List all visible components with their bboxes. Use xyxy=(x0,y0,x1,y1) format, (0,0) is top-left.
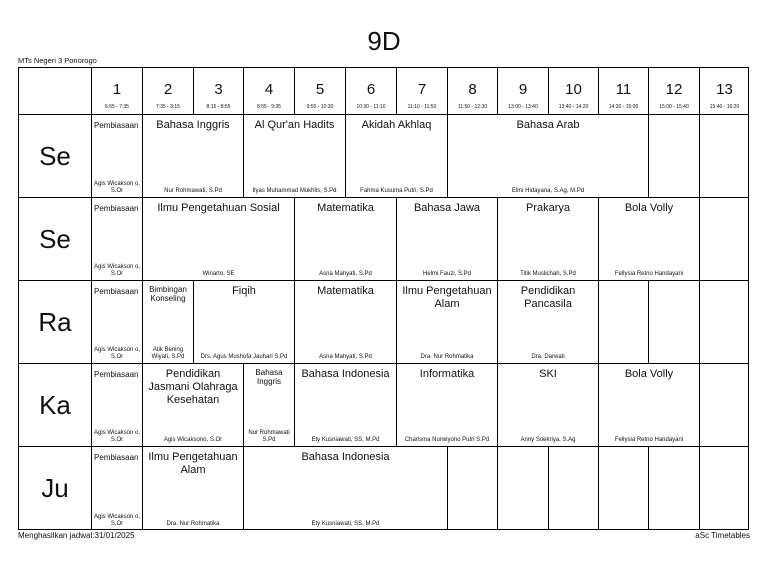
period-number: 7 xyxy=(417,81,427,98)
lesson-cell xyxy=(345,114,447,197)
lesson-cell xyxy=(243,363,294,446)
school-name: MTs Negeri 3 Ponorogo xyxy=(18,56,97,65)
lesson-subject: Bahasa Inggris xyxy=(156,119,230,131)
lesson-cell xyxy=(91,363,142,446)
lesson-cell xyxy=(142,446,243,530)
corner-cell xyxy=(18,67,91,114)
lesson-teacher: Dra. Nur Rohmatika xyxy=(166,521,220,527)
period-header xyxy=(699,67,749,114)
period-header xyxy=(497,67,548,114)
lesson-teacher: Winarto, SE xyxy=(202,271,235,277)
period-time: 15:00 - 15:40 xyxy=(659,104,689,110)
lesson-teacher: Elmi Hidayana, S.Ag, M.Pd xyxy=(511,188,585,194)
lesson-subject: Bahasa Arab xyxy=(516,119,580,131)
period-number: 13 xyxy=(716,81,733,98)
period-number: 12 xyxy=(665,81,683,98)
lesson-teacher: Asna Mahyati, S.Pd xyxy=(319,271,372,277)
empty-slot xyxy=(497,446,548,530)
lesson-subject: Bimbingan Konseling xyxy=(149,285,187,303)
lesson-cell xyxy=(497,363,598,446)
lesson-cell xyxy=(142,114,243,197)
lesson-teacher: Atik Bening Wiyati, S.Pd xyxy=(151,347,185,360)
period-number: 6 xyxy=(366,81,376,98)
lesson-teacher: Nur Rohmawati S.Pd xyxy=(248,430,290,443)
empty-slot xyxy=(447,446,497,530)
lesson-cell xyxy=(91,446,142,530)
period-number: 8 xyxy=(468,81,477,98)
period-time: 7:35 - 8:15 xyxy=(156,104,180,110)
period-number: 10 xyxy=(565,81,582,98)
lesson-teacher: Ilyas Muhammad Mukhlis, S.Pd xyxy=(252,188,337,194)
period-time: 8:15 - 8:55 xyxy=(206,104,231,110)
period-header xyxy=(142,67,193,114)
lesson-subject: Al Qur'an Hadits xyxy=(254,119,335,131)
lesson-cell xyxy=(396,280,497,363)
lesson-subject: Matematika xyxy=(317,285,374,297)
lesson-cell xyxy=(598,197,699,280)
lesson-teacher: Helmi Fauzi, S.Pd xyxy=(422,271,471,277)
period-header xyxy=(396,67,447,114)
period-number: 4 xyxy=(264,81,274,98)
period-time: 6:55 - 7:35 xyxy=(105,104,129,110)
lesson-cell xyxy=(294,280,396,363)
empty-slot xyxy=(699,363,749,446)
lesson-cell xyxy=(497,197,598,280)
lesson-subject: Pembiasaan xyxy=(94,121,139,130)
empty-slot xyxy=(699,280,749,363)
class-title: 9D xyxy=(367,26,401,56)
lesson-subject: Bahasa Indonesia xyxy=(301,451,390,463)
day-label: Se xyxy=(18,114,91,197)
lesson-cell xyxy=(243,446,447,530)
period-time: 13:40 - 14:20 xyxy=(558,104,589,110)
period-header xyxy=(598,67,648,114)
lesson-teacher: Agis Wicakson o, S.Or xyxy=(93,181,141,194)
lesson-subject: Informatika xyxy=(419,368,475,380)
lesson-teacher: Charisma Nurwiyono Putri S.Pd xyxy=(404,437,490,443)
lesson-subject: Pembiasaan xyxy=(94,453,139,462)
lesson-subject: Matematika xyxy=(317,202,374,214)
lesson-teacher: Dra. Darwati xyxy=(531,354,565,360)
period-time: 9:50 - 10:30 xyxy=(306,104,334,110)
lesson-cell xyxy=(142,363,243,446)
lesson-teacher: Agis Wicakson o, S.Or xyxy=(93,430,141,443)
timetable-grid xyxy=(18,67,749,530)
period-number: 5 xyxy=(315,81,325,98)
lesson-subject: Bahasa Inggris xyxy=(255,368,283,386)
period-time: 14:20 - 15:00 xyxy=(608,104,639,110)
lesson-cell xyxy=(91,280,142,363)
lesson-subject: Pembiasaan xyxy=(94,287,139,296)
lesson-subject: Pembiasaan xyxy=(94,204,139,213)
period-number: 2 xyxy=(163,81,173,98)
period-header xyxy=(648,67,699,114)
period-header xyxy=(447,67,497,114)
lesson-subject: Ilmu Pengetahuan Sosial xyxy=(157,202,280,214)
lesson-teacher: Ety Kusniawati, SS, M.Pd xyxy=(311,521,380,527)
lesson-cell xyxy=(497,280,598,363)
lesson-teacher: Titik Muslichah, S.Pd xyxy=(520,271,576,277)
lesson-subject: Bahasa Jawa xyxy=(413,202,481,214)
lesson-cell xyxy=(294,363,396,446)
empty-slot xyxy=(699,446,749,530)
empty-slot xyxy=(598,280,648,363)
lesson-teacher: Agis Wicakson o, S.Or xyxy=(93,514,141,527)
lesson-subject: Fiqih xyxy=(232,285,256,297)
period-header xyxy=(548,67,598,114)
lesson-cell xyxy=(396,363,497,446)
lesson-subject: Pendidikan Pancasila xyxy=(520,285,576,310)
empty-slot xyxy=(699,197,749,280)
period-number: 1 xyxy=(112,81,122,98)
period-number: 3 xyxy=(214,81,223,98)
lesson-subject: Bola Volly xyxy=(624,368,674,380)
lesson-subject: Ilmu Pengetahuan Alam xyxy=(148,451,238,476)
brand-name: aSc Timetables xyxy=(695,531,750,540)
lesson-subject: Ilmu Pengetahuan Alam xyxy=(402,285,492,310)
lesson-teacher: Ety Kusniawati, SS, M.Pd xyxy=(311,437,380,443)
period-time: 8:55 - 9:35 xyxy=(257,104,281,110)
empty-slot xyxy=(548,446,598,530)
day-label: Se xyxy=(18,197,91,280)
period-time: 11:50 - 12:30 xyxy=(457,104,488,110)
lesson-teacher: Nur Rohmawati, S.Pd xyxy=(164,188,222,194)
lesson-subject: Bahasa Indonesia xyxy=(301,368,390,380)
lesson-cell xyxy=(447,114,648,197)
period-time: 13:00 - 13:40 xyxy=(508,104,538,110)
lesson-teacher: Anny Soekriya, S.Ag xyxy=(520,437,576,443)
lesson-subject: SKI xyxy=(539,368,557,380)
period-header xyxy=(91,67,142,114)
period-time: 10:30 - 11:10 xyxy=(356,104,386,110)
lesson-cell xyxy=(396,197,497,280)
period-number: 9 xyxy=(518,81,528,98)
lesson-teacher: Fellysia Retno Handayani xyxy=(614,271,684,277)
empty-slot xyxy=(699,114,749,197)
lesson-teacher: Drs. Agus Mushofa Jauhari S.Pd xyxy=(200,354,288,360)
lesson-cell xyxy=(91,197,142,280)
lesson-cell xyxy=(142,280,193,363)
period-number: 11 xyxy=(615,81,632,98)
lesson-teacher: Asna Mahyati, S.Pd xyxy=(319,354,372,360)
lesson-subject: Pendidikan Jasmani Olahraga Kesehatan xyxy=(148,368,238,406)
lesson-teacher: Fahma Kusuma Putri, S.Pd xyxy=(360,188,433,194)
lesson-cell xyxy=(193,280,294,363)
lesson-cell xyxy=(598,363,699,446)
empty-slot xyxy=(648,446,699,530)
day-label: Ra xyxy=(18,280,91,363)
lesson-cell xyxy=(91,114,142,197)
lesson-teacher: Agis Wicakson o, S.Or xyxy=(93,264,141,277)
lesson-teacher: Dra. Nur Rohmatika xyxy=(420,354,474,360)
period-header xyxy=(193,67,243,114)
lesson-subject: Prakarya xyxy=(525,202,571,214)
period-time: 11:10 - 11:50 xyxy=(407,104,437,110)
lesson-cell xyxy=(142,197,294,280)
lesson-cell xyxy=(243,114,345,197)
lesson-cell xyxy=(294,197,396,280)
generated-date: Menghasilkan jadwal:31/01/2025 xyxy=(18,531,135,540)
period-header xyxy=(294,67,345,114)
lesson-teacher: Agis Wicakson o, S.Or xyxy=(93,347,141,360)
lesson-teacher: Agis Wicaksono, S.Or xyxy=(163,437,223,443)
lesson-teacher: Fellysia Retno Handayani xyxy=(614,437,684,443)
day-label: Ka xyxy=(18,363,91,446)
period-header xyxy=(345,67,396,114)
day-label: Ju xyxy=(18,446,91,530)
lesson-subject: Bola Volly xyxy=(624,202,674,214)
empty-slot xyxy=(598,446,648,530)
lesson-subject: Pembiasaan xyxy=(94,370,139,379)
empty-slot xyxy=(648,114,699,197)
period-header xyxy=(243,67,294,114)
period-time: 15:40 - 16:20 xyxy=(709,104,740,110)
lesson-subject: Akidah Akhlaq xyxy=(361,119,432,131)
empty-slot xyxy=(648,280,699,363)
